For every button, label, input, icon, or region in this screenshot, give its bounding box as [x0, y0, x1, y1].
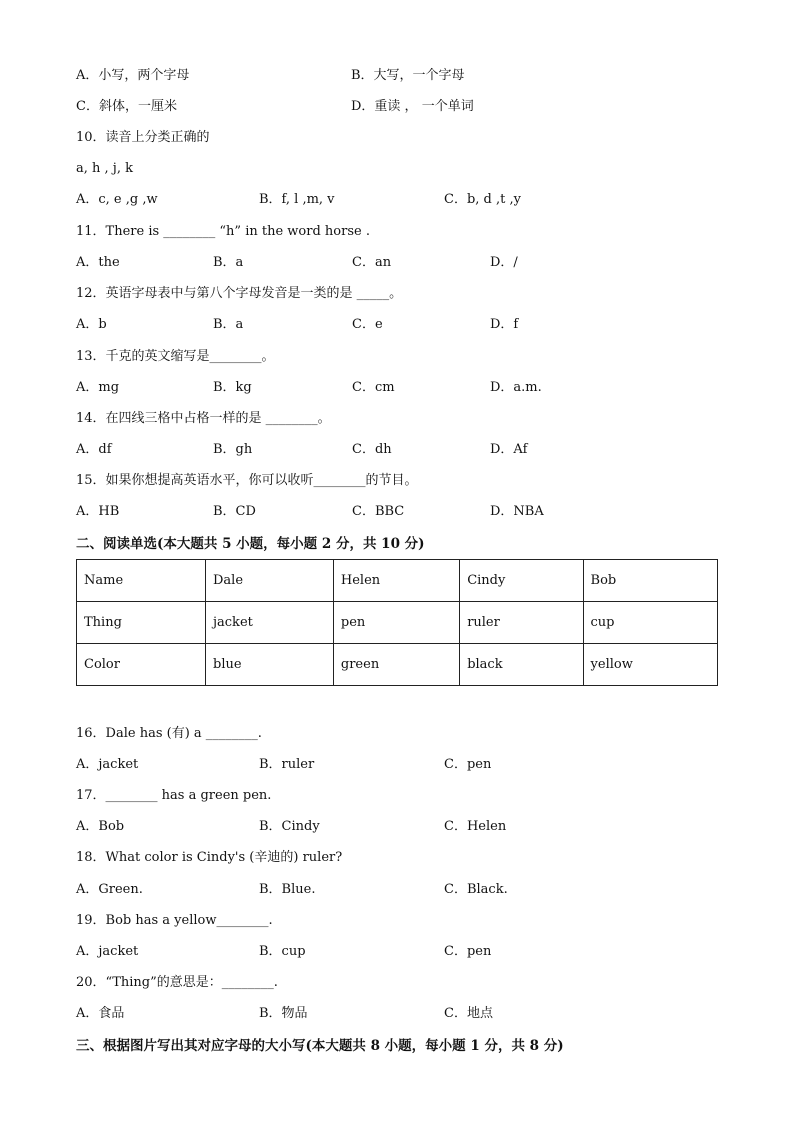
q19-stem: 19．Bob has a yellow________.: [76, 913, 273, 928]
table-cell: pen: [333, 602, 459, 644]
q9-option-d: D．重读 ， 一个单词: [351, 99, 474, 114]
section-2-title: 二、阅读单选(本大题共 5 小题，每小题 2 分，共 10 分): [76, 536, 425, 552]
q15-option-a: A．HB: [76, 504, 120, 519]
q14-option-b: B．gh: [213, 442, 253, 457]
table-cell: ruler: [460, 602, 583, 644]
q10-option-a: A．c, e ,g ,w: [76, 192, 158, 207]
q14-option-a: A．df: [76, 442, 112, 457]
q10-given-letters: a, h , j, k: [76, 161, 133, 176]
q12-option-b: B．a: [213, 317, 244, 332]
table-cell: Color: [77, 644, 206, 686]
q15-stem: 15．如果你想提高英语水平，你可以收听________的节目。: [76, 473, 418, 488]
table-cell: jacket: [206, 602, 334, 644]
q18-stem: 18．What color is Cindy's (辛迪的) ruler?: [76, 850, 343, 865]
q12-option-a: A．b: [76, 317, 107, 332]
table-cell: black: [460, 644, 583, 686]
q19-option-b: B．cup: [259, 944, 306, 959]
q13-option-d: D．a.m.: [490, 380, 542, 395]
q15-option-d: D．NBA: [490, 504, 544, 519]
q18-option-b: B．Blue.: [259, 882, 316, 897]
q12-option-c: C．e: [352, 317, 383, 332]
q13-option-a: A．mg: [76, 380, 120, 395]
q17-option-c: C．Helen: [444, 819, 507, 834]
q18-option-c: C．Black.: [444, 882, 508, 897]
q9-option-c: C．斜体，一厘米: [76, 99, 177, 114]
q16-option-a: A．jacket: [76, 757, 139, 772]
q17-stem: 17．________ has a green pen.: [76, 788, 272, 803]
table-cell: Helen: [333, 560, 459, 602]
q20-option-c: C．地点: [444, 1006, 493, 1021]
table-cell: Dale: [206, 560, 334, 602]
table-cell: Cindy: [460, 560, 583, 602]
q14-option-c: C．dh: [352, 442, 392, 457]
table-cell: Thing: [77, 602, 206, 644]
table-cell: Name: [77, 560, 206, 602]
q13-option-c: C．cm: [352, 380, 395, 395]
q11-option-a: A．the: [76, 255, 120, 270]
table-cell: yellow: [583, 644, 717, 686]
q13-stem: 13．千克的英文缩写是________。: [76, 349, 275, 364]
q17-option-a: A．Bob: [76, 819, 125, 834]
q13-option-b: B．kg: [213, 380, 252, 395]
q10-stem: 10．读音上分类正确的: [76, 130, 210, 145]
table-row: [77, 644, 718, 686]
info-table: [76, 559, 718, 686]
q9-option-b: B．大写，一个字母: [351, 68, 465, 83]
table-cell: Bob: [583, 560, 717, 602]
q20-option-b: B．物品: [259, 1006, 308, 1021]
q12-option-d: D．f: [490, 317, 519, 332]
table-cell: blue: [206, 644, 334, 686]
table-row: [77, 560, 718, 602]
q16-option-c: C．pen: [444, 757, 492, 772]
table-cell: green: [333, 644, 459, 686]
q11-option-c: C．an: [352, 255, 392, 270]
q15-option-c: C．BBC: [352, 504, 405, 519]
q20-option-a: A．食品: [76, 1006, 125, 1021]
q10-option-b: B．f, l ,m, v: [259, 192, 335, 207]
q11-stem: 11．There is ________ “h” in the word horse .: [76, 224, 370, 239]
q17-option-b: B．Cindy: [259, 819, 320, 834]
q11-option-d: D．/: [490, 255, 518, 270]
q18-option-a: A．Green.: [76, 882, 143, 897]
q15-option-b: B．CD: [213, 504, 256, 519]
q14-stem: 14．在四线三格中占格一样的是 ________。: [76, 411, 331, 426]
q14-option-d: D．Af: [490, 442, 528, 457]
q16-stem: 16．Dale has (有) a ________.: [76, 726, 262, 741]
q9-option-a: A．小写，两个字母: [76, 68, 190, 83]
q19-option-a: A．jacket: [76, 944, 139, 959]
q20-stem: 20．“Thing”的意思是：________.: [76, 975, 278, 990]
q19-option-c: C．pen: [444, 944, 492, 959]
table-row: [77, 602, 718, 644]
section-3-title: 三、根据图片写出其对应字母的大小写(本大题共 8 小题，每小题 1 分，共 8 分): [76, 1038, 564, 1054]
q11-option-b: B．a: [213, 255, 244, 270]
q12-stem: 12．英语字母表中与第八个字母发音是一类的是 _____。: [76, 286, 403, 301]
q10-option-c: C．b, d ,t ,y: [444, 192, 521, 207]
table-cell: cup: [583, 602, 717, 644]
q16-option-b: B．ruler: [259, 757, 315, 772]
